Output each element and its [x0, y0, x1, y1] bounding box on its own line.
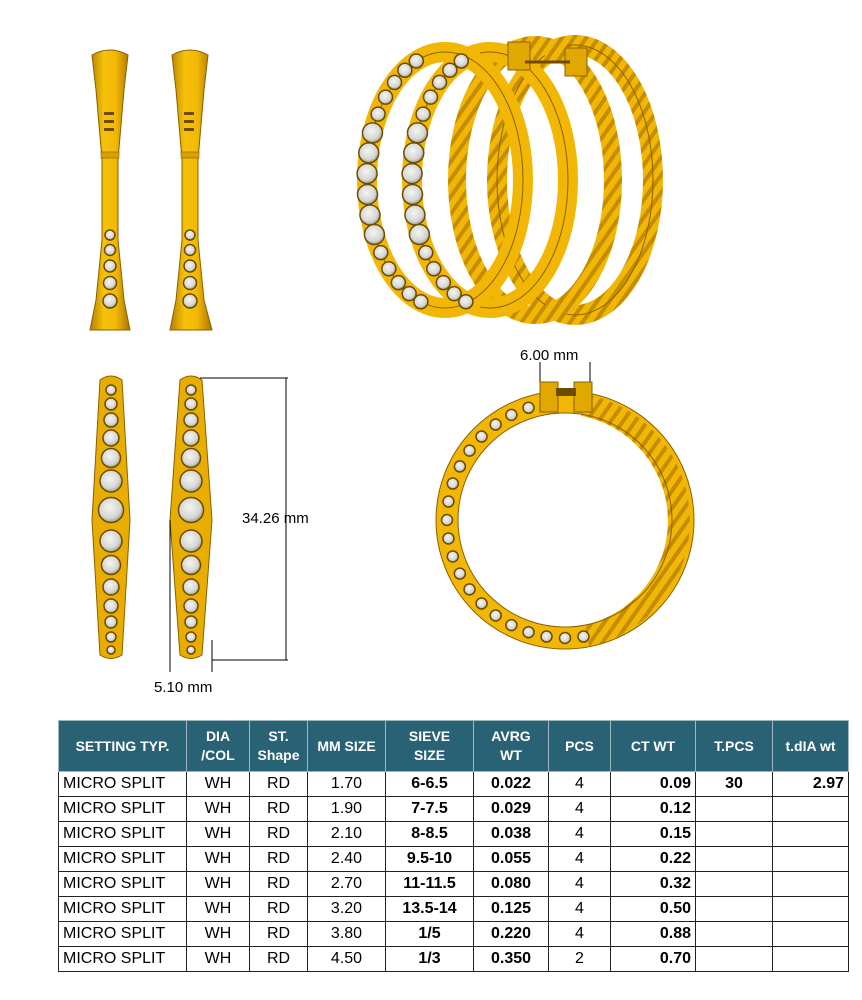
empty-cell: [696, 872, 773, 897]
diamond-stone: [106, 385, 116, 395]
diamond-stone: [179, 498, 204, 523]
diamond-stone: [436, 276, 450, 290]
diamond-stone: [182, 556, 201, 575]
table-cell: WH: [187, 947, 250, 972]
table-cell: MICRO SPLIT: [59, 872, 187, 897]
diamond-stone: [185, 230, 195, 240]
table-cell: RD: [250, 872, 308, 897]
column-header-line: PCS: [565, 737, 594, 754]
column-header-line: SETTING TYP.: [75, 737, 170, 754]
table-cell: 4: [549, 922, 611, 947]
table-cell: 4: [549, 772, 611, 797]
table-cell: 2.10: [308, 822, 386, 847]
column-header: [474, 721, 549, 772]
diamond-stone: [416, 107, 430, 121]
diamond-stone: [360, 205, 380, 225]
front-hoop-view: [436, 382, 694, 649]
diamond-stone: [443, 533, 454, 544]
empty-cell: [773, 797, 849, 822]
table-header-row: [59, 721, 849, 772]
diamond-stone: [476, 598, 487, 609]
diamond-stone: [99, 498, 124, 523]
table-cell: 0.350: [474, 947, 549, 972]
diamond-stone: [405, 205, 425, 225]
diamond-stone: [490, 419, 501, 430]
diamond-stone: [185, 398, 197, 410]
table-cell: 7-7.5: [386, 797, 474, 822]
table-cell: 4: [549, 822, 611, 847]
diamond-stone: [180, 530, 202, 552]
table-cell: 0.88: [611, 922, 696, 947]
diamond-stone: [105, 398, 117, 410]
diamond-stone: [409, 54, 423, 68]
width-label: 6.00 mm: [520, 347, 579, 364]
diamond-stone: [103, 430, 119, 446]
table-cell: 4: [549, 897, 611, 922]
column-header-line: /COL: [201, 747, 235, 763]
table-row: [59, 897, 849, 922]
diamond-stone: [183, 430, 199, 446]
table-cell: 3.80: [308, 922, 386, 947]
diamond-stone: [184, 413, 198, 427]
column-header: [59, 721, 187, 772]
column-header: [308, 721, 386, 772]
table-cell: 9.5-10: [386, 847, 474, 872]
diamond-stone: [103, 294, 117, 308]
diamond-stone: [391, 276, 405, 290]
diamond-stone: [402, 184, 422, 204]
table-cell: MICRO SPLIT: [59, 822, 187, 847]
table-body: [59, 772, 849, 972]
diamond-stone: [379, 90, 393, 104]
diamond-stone: [186, 385, 196, 395]
diamond-stone: [433, 75, 447, 89]
total-pcs-cell: 30: [696, 772, 773, 797]
table-cell: 4: [549, 847, 611, 872]
diamond-stone: [180, 470, 202, 492]
empty-cell: [773, 897, 849, 922]
diamond-stone: [419, 246, 433, 260]
diamond-stone: [402, 164, 422, 184]
diamond-spec-table: [58, 720, 849, 972]
diamond-stone: [506, 620, 517, 631]
column-header: [696, 721, 773, 772]
diamond-stone: [104, 413, 118, 427]
diamond-stone: [186, 632, 196, 642]
height-label: 34.26 mm: [242, 510, 309, 527]
table-cell: 0.22: [611, 847, 696, 872]
diamond-stone: [362, 123, 382, 143]
empty-cell: [696, 797, 773, 822]
diamond-stone: [454, 568, 465, 579]
column-header: [611, 721, 696, 772]
diamond-stone: [398, 63, 412, 77]
diamond-stone: [106, 632, 116, 642]
table-cell: RD: [250, 847, 308, 872]
table-cell: RD: [250, 947, 308, 972]
table-cell: 1/5: [386, 922, 474, 947]
diamond-stone: [182, 449, 201, 468]
diamond-stone: [105, 616, 117, 628]
table-cell: MICRO SPLIT: [59, 922, 187, 947]
diamond-stone: [374, 246, 388, 260]
table-row: [59, 922, 849, 947]
table-row: [59, 947, 849, 972]
table-cell: 0.055: [474, 847, 549, 872]
table-cell: 4: [549, 872, 611, 897]
diamond-stone: [183, 579, 199, 595]
diamond-stone: [409, 224, 429, 244]
column-header: [250, 721, 308, 772]
diamond-stone: [490, 610, 501, 621]
diamond-stone: [407, 123, 427, 143]
table-row: [59, 822, 849, 847]
empty-cell: [696, 947, 773, 972]
table-cell: 4.50: [308, 947, 386, 972]
thickness-label: 5.10 mm: [154, 679, 213, 696]
empty-cell: [773, 822, 849, 847]
column-header: [549, 721, 611, 772]
table-cell: 0.220: [474, 922, 549, 947]
table-row: [59, 797, 849, 822]
table-row: [59, 847, 849, 872]
diamond-stone: [183, 294, 197, 308]
diamond-stone: [523, 402, 534, 413]
table-cell: MICRO SPLIT: [59, 897, 187, 922]
diamond-stone: [464, 584, 475, 595]
table-cell: RD: [250, 922, 308, 947]
column-header-line: SIEVE: [408, 728, 451, 744]
table-cell: 1.90: [308, 797, 386, 822]
table-cell: WH: [187, 822, 250, 847]
table-row: [59, 772, 849, 797]
table-cell: 3.20: [308, 897, 386, 922]
table-cell: WH: [187, 922, 250, 947]
diamond-stone: [454, 54, 468, 68]
table-cell: 0.09: [611, 772, 696, 797]
diamond-stone: [105, 230, 115, 240]
diamond-stone: [523, 627, 534, 638]
column-header-line: SIZE: [413, 747, 446, 763]
diamond-stone: [104, 277, 117, 290]
table-cell: WH: [187, 872, 250, 897]
column-header-line: DIA: [205, 728, 231, 744]
diamond-stone: [382, 262, 396, 276]
diamond-stone: [104, 599, 118, 613]
diamond-stone: [560, 633, 571, 644]
front-hoop-stones: [442, 402, 589, 643]
diamond-stone: [107, 646, 115, 654]
empty-cell: [696, 847, 773, 872]
table-cell: 13.5-14: [386, 897, 474, 922]
diamond-stone: [185, 245, 196, 256]
diamond-stone: [443, 63, 457, 77]
diamond-stone: [443, 496, 454, 507]
table-cell: MICRO SPLIT: [59, 797, 187, 822]
total-dia-wt-cell: 2.97: [773, 772, 849, 797]
table-cell: WH: [187, 897, 250, 922]
diamond-stone: [541, 631, 552, 642]
table-cell: 0.022: [474, 772, 549, 797]
column-header-line: T.PCS: [714, 737, 754, 754]
table-cell: 1.70: [308, 772, 386, 797]
diamond-stone: [102, 449, 121, 468]
empty-cell: [773, 872, 849, 897]
diamond-stone: [185, 616, 197, 628]
diamond-stone: [184, 260, 196, 272]
diamond-stone: [442, 515, 453, 526]
table-cell: 6-6.5: [386, 772, 474, 797]
table-cell: 0.12: [611, 797, 696, 822]
diamond-stone: [371, 107, 385, 121]
diamond-stone: [184, 599, 198, 613]
diamond-stone: [357, 164, 377, 184]
diamond-stone: [404, 143, 424, 163]
diamond-stone: [102, 556, 121, 575]
diamond-stone: [464, 445, 475, 456]
table-cell: RD: [250, 797, 308, 822]
column-header-line: AVRG: [491, 728, 531, 744]
diamond-stone: [424, 90, 438, 104]
table-cell: 0.080: [474, 872, 549, 897]
column-header-line: CT WT: [630, 737, 676, 754]
diamond-stone: [388, 75, 402, 89]
diamond-stone: [357, 184, 377, 204]
column-header-line: WT: [500, 747, 522, 763]
table-cell: 2.70: [308, 872, 386, 897]
table-cell: RD: [250, 822, 308, 847]
table-cell: 2.40: [308, 847, 386, 872]
table-cell: MICRO SPLIT: [59, 847, 187, 872]
table-cell: 0.125: [474, 897, 549, 922]
table-cell: 8-8.5: [386, 822, 474, 847]
column-header-line: t.dIA wt: [785, 737, 836, 754]
diamond-stone: [187, 646, 195, 654]
table-cell: MICRO SPLIT: [59, 947, 187, 972]
diamond-stone: [105, 245, 116, 256]
empty-cell: [773, 922, 849, 947]
column-header-line: MM SIZE: [317, 737, 376, 754]
table-cell: 11-11.5: [386, 872, 474, 897]
empty-cell: [773, 947, 849, 972]
column-header: [187, 721, 250, 772]
table-cell: WH: [187, 772, 250, 797]
empty-cell: [696, 897, 773, 922]
diamond-stone: [414, 295, 428, 309]
empty-cell: [696, 822, 773, 847]
table-cell: 0.50: [611, 897, 696, 922]
table-cell: WH: [187, 797, 250, 822]
diamond-stone: [447, 551, 458, 562]
table-cell: 0.038: [474, 822, 549, 847]
table-cell: 1/3: [386, 947, 474, 972]
table-cell: RD: [250, 772, 308, 797]
table-cell: 0.32: [611, 872, 696, 897]
table-cell: 0.15: [611, 822, 696, 847]
column-header: [773, 721, 849, 772]
table-cell: 2: [549, 947, 611, 972]
diamond-stone: [100, 470, 122, 492]
table-cell: 0.70: [611, 947, 696, 972]
diamond-stone: [506, 409, 517, 420]
table-cell: MICRO SPLIT: [59, 772, 187, 797]
table-row: [59, 872, 849, 897]
column-header-line: Shape: [257, 747, 300, 763]
diamond-stone: [459, 295, 473, 309]
table-cell: RD: [250, 897, 308, 922]
diamond-stone: [476, 431, 487, 442]
diamond-stone: [104, 260, 116, 272]
diamond-stone: [454, 461, 465, 472]
diamond-stone: [103, 579, 119, 595]
column-header: [386, 721, 474, 772]
empty-cell: [773, 847, 849, 872]
diamond-stone: [359, 143, 379, 163]
diamond-stone: [364, 224, 384, 244]
table-cell: WH: [187, 847, 250, 872]
table-cell: 0.029: [474, 797, 549, 822]
diamond-stone: [427, 262, 441, 276]
column-header-line: ST.: [268, 728, 289, 744]
diamond-stone: [447, 478, 458, 489]
empty-cell: [696, 922, 773, 947]
table-cell: 4: [549, 797, 611, 822]
diamond-stone: [578, 631, 589, 642]
diamond-stone: [184, 277, 197, 290]
diamond-stone: [100, 530, 122, 552]
